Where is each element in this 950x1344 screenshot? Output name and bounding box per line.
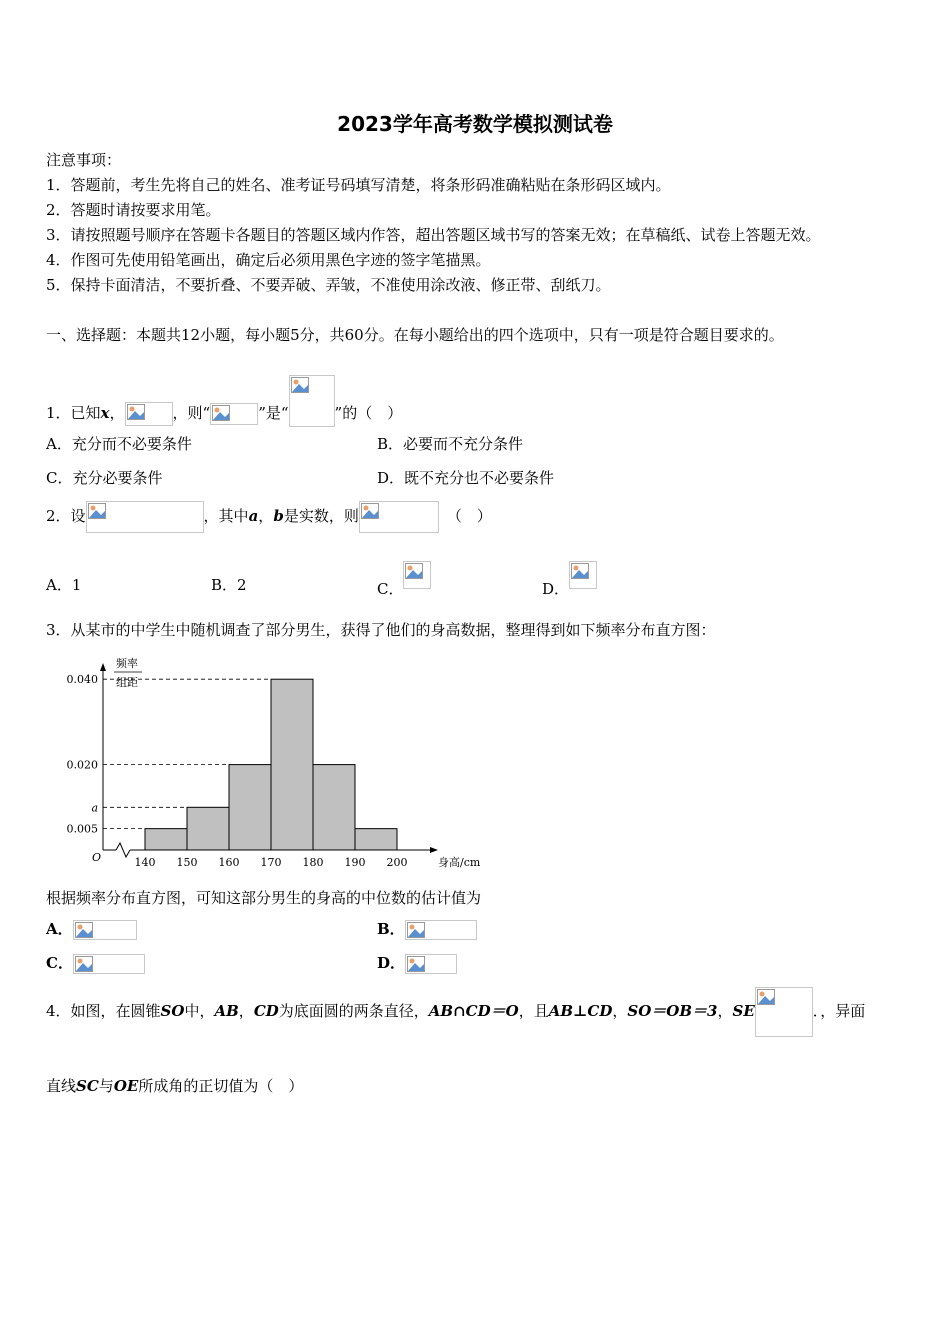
formula-image (210, 403, 258, 425)
q2-prefix: 2．设 (46, 507, 86, 525)
q1-option-a: A．充分而不必要条件 (46, 435, 192, 453)
q4-var-so: SO (160, 1002, 185, 1020)
notice-item-4: 4．作图可先使用铅笔画出，确定后必须用黑色字迹的签字笔描黑。 (46, 251, 491, 269)
q1-is: ”是“ (258, 404, 289, 422)
broken-image-icon (407, 956, 425, 972)
q4-text: ， (238, 1002, 254, 1020)
histogram-bar-150-160 (187, 807, 229, 850)
x-tick-label: 160 (218, 856, 240, 869)
question-4-line-2 (46, 1076, 303, 1096)
broken-image-icon (361, 503, 379, 519)
y-axis-label-bottom: 组距 (116, 676, 138, 689)
q4-text: ，且 (518, 1002, 549, 1020)
q2-mid2: 是实数，则 (283, 507, 359, 525)
formula-image (569, 561, 597, 589)
y-tick-label: 0.005 (66, 822, 98, 836)
q4-text: 4．如图，在圆锥 (46, 1002, 161, 1020)
x-tick-label: 150 (176, 856, 198, 869)
q3-option-d-label: D． (377, 954, 406, 972)
broken-image-icon (407, 922, 425, 938)
q2-option-b: B．2 (211, 576, 247, 594)
histogram-bar-190-200 (355, 829, 397, 850)
q1-then: ，则“ (172, 404, 211, 422)
q4-var-oe: OE (113, 1077, 139, 1095)
histogram-bar-160-170 (229, 765, 271, 850)
origin-label: O (92, 851, 102, 864)
q4-var-se: SE (732, 1002, 755, 1020)
q4-text: ， (717, 1002, 733, 1020)
q4-relation-3: SO＝OB＝3 (627, 1002, 718, 1020)
notice-heading: 注意事项： (46, 151, 122, 169)
broken-image-icon (127, 404, 145, 420)
histogram-bar-180-190 (313, 765, 355, 850)
formula-image (86, 501, 204, 533)
q2-option-d-label: D． (542, 580, 570, 598)
q2-option-c (377, 560, 431, 598)
q4-text: 所成角的正切值为（ ） (138, 1077, 304, 1095)
formula-image (755, 987, 813, 1037)
x-axis-break (116, 843, 130, 857)
exam-title: 2023学年高考数学模拟测试卷 (337, 112, 613, 136)
y-tick-label: 0.020 (66, 758, 98, 772)
q4-text: ， (612, 1002, 628, 1020)
x-tick-label: 170 (260, 856, 282, 869)
q2-var-a: a (248, 507, 259, 525)
q1-option-b: B．必要而不充分条件 (377, 435, 524, 453)
x-tick-label: 140 (134, 856, 156, 869)
q4-text: 直线 (46, 1077, 77, 1095)
q2-mid1: ，其中 (203, 507, 249, 525)
histogram-bar-170-180 (271, 679, 313, 850)
q3-option-c (46, 952, 145, 974)
q2-end: （ ） (446, 507, 492, 525)
q1-end: ”的（ ） (334, 404, 403, 422)
histogram-bar-140-150 (145, 829, 187, 850)
broken-image-icon (75, 956, 93, 972)
q4-var-sc: SC (76, 1077, 99, 1095)
formula-image (73, 954, 145, 974)
q2-option-c-label: C． (377, 580, 404, 598)
x-tick-label: 200 (386, 856, 408, 869)
broken-image-icon (212, 405, 230, 421)
q1-option-d: D．既不充分也不必要条件 (377, 469, 555, 487)
q1-prefix: 1．已知 (46, 404, 101, 422)
q3-option-b-label: B． (377, 920, 405, 938)
q4-text: 与 (98, 1077, 114, 1095)
notice-item-5: 5．保持卡面清洁，不要折叠、不要弄破、弄皱，不准使用涂改液、修正带、刮纸刀。 (46, 276, 611, 294)
q4-text: 为底面圆的两条直径， (278, 1002, 429, 1020)
formula-image (359, 501, 439, 533)
q4-relation-1: AB∩CD＝O (428, 1002, 519, 1020)
q3-option-a-label: A． (46, 920, 73, 938)
question-1 (46, 375, 402, 427)
x-axis-label: 身高/cm (438, 856, 481, 869)
broken-image-icon (757, 989, 775, 1005)
q3-option-a (46, 918, 137, 940)
broken-image-icon (291, 377, 309, 393)
q4-text: 中， (184, 1002, 215, 1020)
q4-text: ．，异面 (812, 1002, 866, 1020)
q4-var-ab: AB (214, 1002, 239, 1020)
notice-item-2: 2．答题时请按要求用笔。 (46, 201, 221, 219)
section-heading: 一、选择题：本题共12小题，每小题5分，共60分。在每小题给出的四个选项中，只有一项是符合题目要求的。 (46, 326, 784, 344)
q3-option-c-label: C． (46, 954, 73, 972)
q3-option-d (377, 952, 457, 974)
question-4-line-1 (46, 986, 865, 1037)
q4-var-cd: CD (253, 1002, 279, 1020)
q2-var-b: b (273, 507, 284, 525)
q1-comma: ， (109, 404, 125, 422)
y-axis-arrow (100, 663, 106, 671)
y-tick-label: 0.040 (66, 673, 98, 687)
frequency-histogram (60, 655, 500, 875)
broken-image-icon (571, 563, 589, 579)
q3-stem: 3．从某市的中学生中随机调查了部分男生，获得了他们的身高数据，整理得到如下频率分布直方图： (46, 621, 716, 639)
y-axis-label-top: 频率 (116, 657, 138, 670)
q1-option-c: C．充分必要条件 (46, 469, 163, 487)
notice-item-3: 3．请按照题号顺序在答题卡各题目的答题区域内作答，超出答题区域书写的答案无效；在草稿纸、试卷上答题无效。 (46, 226, 821, 244)
x-tick-label: 180 (302, 856, 324, 869)
q3-option-b (377, 918, 477, 940)
q4-relation-2: AB⊥CD (548, 1002, 613, 1020)
q2-option-d (542, 560, 597, 598)
broken-image-icon (75, 922, 93, 938)
y-tick-label: a (91, 801, 98, 815)
notice-item-1: 1．答题前，考生先将自己的姓名、准考证号码填写清楚，将条形码准确粘贴在条形码区域内。 (46, 176, 671, 194)
formula-image (125, 402, 173, 426)
formula-image (405, 954, 457, 974)
q3-question: 根据频率分布直方图，可知这部分男生的身高的中位数的估计值为 (46, 889, 482, 907)
broken-image-icon (88, 503, 106, 519)
q2-option-a: A．1 (46, 576, 82, 594)
formula-image (405, 920, 477, 940)
formula-image (73, 920, 137, 940)
q2-sep: ， (258, 507, 274, 525)
formula-image (403, 561, 431, 589)
formula-image (289, 375, 335, 427)
question-2 (46, 500, 492, 533)
q1-var: x (100, 404, 110, 422)
x-tick-label: 190 (344, 856, 366, 869)
x-axis-arrow (430, 847, 438, 853)
broken-image-icon (405, 563, 423, 579)
